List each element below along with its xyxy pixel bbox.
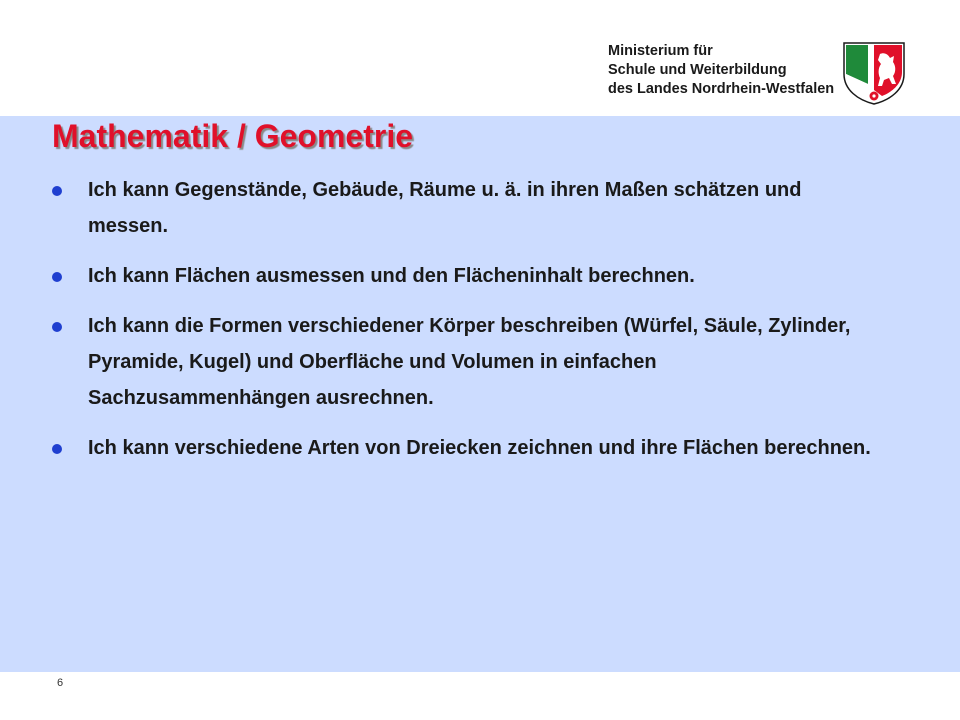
slide-footer: [0, 672, 960, 720]
bullet-item: [52, 430, 872, 466]
ministry-line-2: Schule und Weiterbildung: [608, 62, 787, 78]
slide-header: [0, 0, 960, 116]
bullet-item: [52, 172, 872, 244]
bullet-text: Ich kann verschiedene Arten von Dreiecken zeichnen und ihre Flächen berechnen.: [88, 437, 871, 459]
ministry-line-3: des Landes Nordrhein-Westfalen: [608, 81, 835, 97]
slide-title: Mathematik / Geometrie: [52, 118, 413, 154]
bullet-item: [52, 308, 872, 416]
bullet-dot-icon: [52, 272, 62, 282]
bullet-dot-icon: [52, 186, 62, 196]
bullet-list: [52, 172, 872, 480]
bullet-text: Ich kann die Formen verschiedener Körper beschreiben (Würfel, Säule, Zylinder, Pyramide, Kugel) und Oberfläche und Volumen in einfachen Sachzusammenhängen ausrechnen.: [88, 315, 851, 409]
bullet-text: Ich kann Gegenstände, Gebäude, Räume u. ä. in ihren Maßen schätzen und messen.: [88, 179, 802, 237]
page-number: 6: [57, 677, 64, 689]
bullet-text: Ich kann Flächen ausmessen und den Flächeninhalt berechnen.: [88, 265, 695, 287]
ministry-name: [608, 42, 838, 99]
ministry-line-1: Ministerium für: [608, 43, 713, 59]
nrw-coat-of-arms-icon: [838, 40, 910, 106]
bullet-item: [52, 258, 872, 294]
bullet-dot-icon: [52, 322, 62, 332]
bullet-dot-icon: [52, 444, 62, 454]
